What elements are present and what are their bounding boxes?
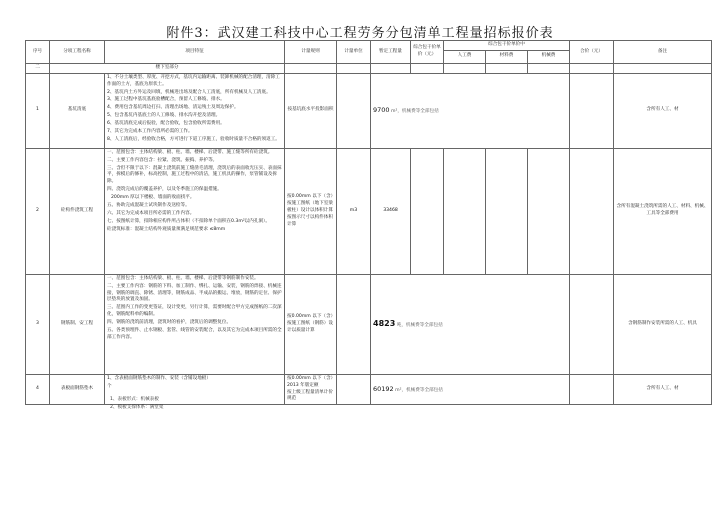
footnotes: [110, 396, 163, 413]
feature-line: 8、人工清底后，经验收合格，方可进行下道工序施工，验收时质量不合格的须返工。: [107, 136, 280, 142]
row-feature: [105, 73, 285, 148]
rule-line: 按0.00mm 以下（含）: [287, 194, 336, 200]
header-unit: 计量单位: [337, 41, 371, 64]
header-name: 分项工程名称: [50, 41, 105, 64]
row-unit: [337, 374, 371, 405]
row-remark: 含所有混凝土浇筑所需的人工、材料、机械、工具等全部费用: [614, 148, 712, 274]
row-name: 表板面钢筋垫木: [50, 374, 105, 405]
row-no: 4: [26, 374, 50, 405]
row-remark: 含钢筋制作安装所需的人工、机具: [614, 274, 712, 374]
header-unit-price: 综合包干价单价（元）: [411, 41, 444, 64]
feature-line: 四、钢筋的浇筑前清理，浇筑时的看护，浇筑后的调整复位。: [107, 320, 232, 326]
feature-line: 七、按图纸计算，扣除相应构件所占体积（不扣除单个面积在0.3m²以内孔洞）。: [107, 218, 270, 224]
row-no: 2: [26, 148, 50, 274]
row-unit: [337, 274, 371, 374]
row-unit: [337, 73, 371, 148]
row-feature: [105, 148, 285, 274]
feature-line: 200mm 厚以下楼板、墙面的收面找平。: [111, 195, 195, 201]
row-no: 3: [26, 274, 50, 374]
header-total: 合价（元）: [570, 41, 614, 64]
rule-line: 按0.00mm 以下（含）: [287, 313, 336, 319]
feature-line: 2、基坑内土方外运及回填，机械进出场及配合人工清底，所有机械及人工清底。: [107, 89, 271, 95]
feature-line: 5、包含基坑内基底土的人工修坡、排水沟开挖及清理。: [107, 113, 221, 119]
rule-line: 按0.00mm 以下（含）: [287, 375, 336, 381]
row-qty-cell: [371, 274, 570, 374]
feature-line: 3、施工过程中基坑基底验槽配合，预留人工修坡、排水。: [107, 97, 225, 103]
feature-line: 三、范围内工作的变更签证，设计变更，另行计算，需要时配合甲方完成图纸的二次深化，钢筋配料单的编制。: [107, 305, 282, 318]
row-qty: 4823: [373, 319, 396, 329]
feature-line: 五、各类预埋件、止水钢板、套管、线管的安装配合，以及其它为完成本项目所需的全部工作内容。: [107, 328, 282, 340]
row-qty-cell: [371, 73, 570, 148]
rule-line: 2013 年版定额: [287, 382, 319, 388]
header-no: 序号: [26, 41, 50, 64]
feature-line: 砼浇筑标准：混凝土结构外观质量须满足规范要求 ≤8mm: [107, 226, 226, 232]
feature-line: 五、协助完成混凝土试块制作及送检等。: [107, 203, 190, 209]
feature-line: 一、范围包含：主体结构梁、板、柱、墙、楼梯、后浇带、施工缝等所有砼浇筑。: [107, 149, 273, 155]
row-qty: 9700: [373, 105, 390, 114]
feature-line: 个: [107, 383, 112, 389]
row-unit: m3: [337, 148, 371, 274]
row-name: 钢筋制、安工程: [50, 274, 105, 374]
rule-line: 按图示尺寸以构件体积计算: [287, 214, 333, 227]
row-rule: [285, 148, 337, 274]
feature-line: 7、其它为完成本工作内容所必需的工作。: [107, 129, 193, 135]
row-qty: 33468: [371, 148, 411, 274]
row-remark: 含所有人工、材: [614, 374, 712, 405]
header-row: [26, 41, 712, 51]
header-material: 材料费: [486, 50, 528, 63]
document-title: 附件3：武汉建工科技中心工程劳务分包清单工程量招标报价表: [166, 26, 554, 41]
footnote: 2、模板支撑体系：满堂架: [110, 405, 164, 411]
row-rule: [285, 274, 337, 374]
header-machine: 机械费: [528, 50, 570, 63]
header-remark: 备注: [614, 41, 712, 64]
row-qty: 60192: [373, 384, 394, 393]
feature-line: 四、浇筑完成后的覆盖养护，以及冬季施工的保温措施。: [107, 187, 222, 193]
rule-line: 按上级工程量清单计价规范: [287, 389, 333, 402]
rule-line: 按施工图纸（地下室梁板柱）设计以体积计算: [287, 200, 333, 213]
row-qty-note: m²，机械费等全部包括: [391, 108, 439, 114]
row-rule: [285, 374, 337, 405]
table-row: [26, 73, 712, 148]
rule-line: 按施工图纸（钢筋）设计以质量计算: [287, 320, 333, 333]
row-name: 基坑清底: [50, 73, 105, 148]
row-feature: [105, 274, 285, 374]
feature-line: 一、范围包含：主体结构梁、板、柱、墙、楼梯、后浇带等钢筋制作安装。: [107, 275, 259, 281]
feature-line: 二、主要工作内容包含：拉紧、浇筑、振捣、养护等。: [107, 157, 218, 163]
header-labor: 人工费: [444, 50, 486, 63]
section-name: 楼下室部分: [50, 63, 285, 73]
header-feature: 项目特征: [105, 41, 285, 64]
bill-of-quantities-table: [25, 40, 712, 405]
feature-line: 1、含表板面钢筋垫木的制作、安装（含铺设地板）: [107, 375, 211, 381]
feature-line: 4、费用包含基坑周边打扫、清理出场地、清运残土及周边保护。: [107, 105, 239, 111]
footnote: 1、表板形式：机械表板: [110, 397, 159, 402]
row-qty-note: 吨，机械费等全部包括: [396, 323, 443, 329]
feature-line: 二、主要工作内容：钢筋的下料、加工制作、绑扎、运输、安装，钢筋的焊接、机械连接，钢筋的调直、除锈、清理等，钢筋成品、半成品的搬运、堆放，钢筋的定位、保护层垫块的放置及加固。: [107, 283, 282, 303]
header-rule: 计量规则: [285, 41, 337, 64]
row-remark: 含所有人工、材: [614, 73, 712, 148]
feature-line: 三、含但不限于以下：混凝土浇筑前施工缝凿毛清理，浇筑后的表面收光压实、表面抹平，拆模后的修补，标高控制，施工过程中的清洁，施工机具的操作，泵管铺设及拆除。: [107, 165, 282, 185]
table-row: [26, 148, 712, 274]
feature-line: 1、不分土壤类型、厚度、开挖方式，基坑内运输距离、装卸机械的配合清理，清除工作面的土方，基底为原状土。: [107, 74, 280, 87]
row-qty-note: m²，机械费等全部包括: [395, 387, 443, 393]
section-row: [26, 63, 712, 73]
row-no: 1: [26, 73, 50, 148]
feature-line: 6、基坑清底完成后报验，配合验收，包含验收所需费用。: [107, 121, 225, 127]
row-rule: 按基坑底水平投影面积: [285, 73, 337, 148]
header-qty: 暂定工程量: [371, 41, 411, 64]
table-row: [26, 274, 712, 374]
section-no: 二: [26, 63, 50, 73]
row-qty-cell: [371, 374, 570, 405]
row-name: 砼构件浇筑工程: [50, 148, 105, 274]
feature-line: 六、其它为完成本项目所必需的工作内容。: [107, 210, 195, 216]
header-composition: 综合包干价单价中: [444, 41, 570, 51]
